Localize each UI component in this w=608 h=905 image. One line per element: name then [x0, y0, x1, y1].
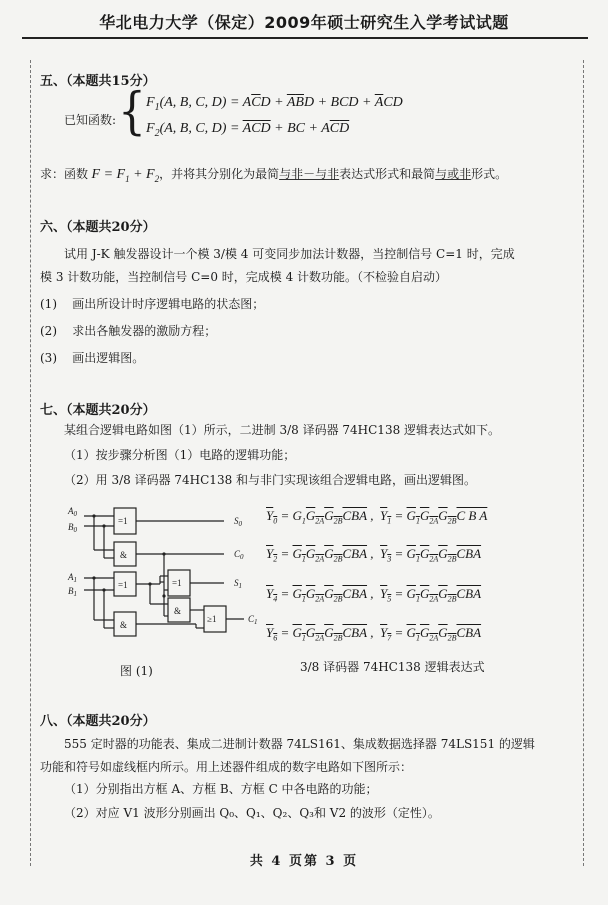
output-c0-label: $C_0$	[234, 549, 244, 561]
section-6-item: (2) 求出各触发器的激励方程；	[40, 324, 217, 338]
input-b1-label: $B_1$	[68, 586, 77, 598]
gate-xor-label: =1	[118, 580, 128, 590]
output-s1-label: $S_1$	[234, 578, 242, 590]
decoder-expr-y6-y7: $Y_6 = G_1G_{2A}G_{2B}CBA$ , $Y_7 = G_1G_{2A}G_{2B}CBA$	[266, 625, 482, 643]
output-c1-label: $C_1$	[248, 614, 258, 626]
section-6-line2: 模 3 计数功能，当控制信号 C=0 时，完成模 4 计数功能。（不检验自启动）	[40, 270, 448, 284]
section-7-line1: 某组合逻辑电路如图（1）所示，二进制 3/8 译码器 74HC138 逻辑表达式如下。	[64, 423, 501, 437]
section-6-line1: 试用 J-K 触发器设计一个模 3/模 4 可变同步加法计数器，当控制信号 C=1 时，完成	[64, 247, 515, 261]
gate-and-label: &	[174, 606, 182, 616]
section-8-line2: 功能和符号如虚线框内所示。用上述器件组成的数字电路如下图所示：	[40, 760, 413, 774]
given-label: 已知函数:	[64, 113, 117, 127]
logic-circuit-figure	[64, 500, 264, 660]
section-7-q2: （2）用 3/8 译码器 74HC138 和与非门实现该组合逻辑电路，画出逻辑图。	[64, 473, 477, 487]
exam-title: 华北电力大学（保定）2009年硕士研究生入学考试试题	[99, 13, 509, 32]
gate-or-label: ≥1	[207, 614, 217, 624]
decoder-expr-y2-y3: $Y_2 = G_1G_{2A}G_{2B}CBA$ , $Y_3 = G_1G_{2A}G_{2B}CBA$	[266, 546, 482, 564]
section-8-q2: （2）对应 V1 波形分别画出 Q₀、Q₁、Q₂、Q₃和 V2 的波形（定性）。	[64, 806, 440, 820]
gate-and-label: &	[120, 620, 128, 630]
gate-xor-label: =1	[118, 516, 128, 526]
f2-equation: $F_2(A$, B, C, $D) = \overline{AC}\overline{D}$ + BC + $A\overline{C}\overline{D}$	[146, 121, 350, 139]
section-5-question: 求：函数 $F = F_1 + F_2$，并将其分别化为最简与非－与非表达式形式和最简与或非形式。	[40, 167, 508, 184]
output-s0-label: $S_0$	[234, 516, 242, 528]
section-5-title: 五、（本题共15分）	[40, 74, 156, 89]
figure-caption: 图 (1)	[120, 664, 153, 678]
f1-equation: $F_1(A$, B, C, $D) = A\overline{C}D + \overline{A}\overline{B}D$ + BCD + $\overline{A}CD$	[146, 95, 403, 113]
input-a0-label: $A_0$	[68, 506, 77, 518]
section-6-title: 六、（本题共20分）	[40, 220, 156, 235]
section-7-q1: （1）按步骤分析图（1）电路的逻辑功能；	[64, 448, 296, 462]
section-6-item: (1) 画出所设计时序逻辑电路的状态图；	[40, 297, 265, 311]
section-7-title: 七、（本题共20分）	[40, 403, 156, 418]
input-a1-label: $A_1$	[68, 572, 77, 584]
section-8-q1: （1）分别指出方框 A、方框 B、方框 C 中各电路的功能；	[64, 782, 378, 796]
decoder-caption: 3/8 译码器 74HC138 逻辑表达式	[300, 660, 485, 674]
input-b0-label: $B_0$	[68, 522, 77, 534]
gate-and-label: &	[120, 550, 128, 560]
decoder-expr-y0-y1: $Y_0 = G_1G_{2A}G_{2B}\overline{CBA}$ , $Y_1 = G_1G_{2A}G_{2B}C$ B A	[266, 508, 488, 526]
section-6-item: (3) 画出逻辑图。	[40, 351, 145, 365]
section-8-title: 八、（本题共20分）	[40, 714, 156, 729]
system-brace: {	[118, 82, 146, 141]
gate-xor-label: =1	[172, 578, 182, 588]
section-8-line1: 555 定时器的功能表、集成二进制计数器 74LS161、集成数据选择器 74LS151 的逻辑	[64, 737, 535, 751]
decoder-expr-y4-y5: $Y_4 = G_1G_{2A}G_{2B}CBA$ , $Y_5 = G_1G_{2A}G_{2B}CBA$	[266, 586, 482, 604]
header-rule	[22, 37, 588, 39]
page-footer: 共 4 页第 3 页	[249, 854, 359, 869]
